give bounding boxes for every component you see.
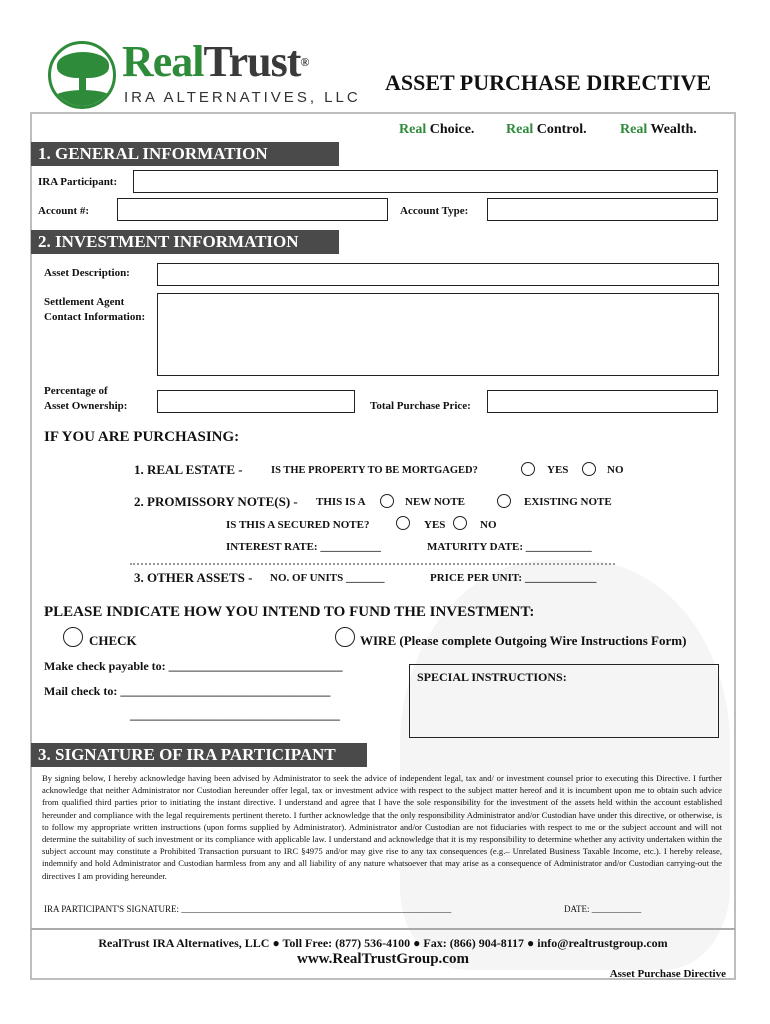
logo-tree-icon bbox=[48, 41, 116, 109]
footer-website-link[interactable]: www.RealTrustGroup.com bbox=[297, 951, 469, 967]
mortgaged-yes-radio[interactable] bbox=[521, 462, 535, 476]
account-type-field[interactable] bbox=[487, 198, 718, 221]
secured-yes-radio[interactable] bbox=[396, 516, 410, 530]
page-title: ASSET PURCHASE DIRECTIVE bbox=[385, 70, 712, 95]
tagline-wealth: Real Wealth. bbox=[620, 122, 697, 137]
interest-rate-field[interactable]: INTEREST RATE: ___________ bbox=[226, 541, 381, 553]
settlement-agent-field[interactable] bbox=[157, 293, 719, 376]
new-note-radio[interactable] bbox=[380, 494, 394, 508]
dotted-divider bbox=[130, 563, 615, 565]
section-2-heading: 2. INVESTMENT INFORMATION bbox=[31, 230, 339, 254]
section-1-heading: 1. GENERAL INFORMATION bbox=[31, 142, 339, 166]
logo-subtitle: IRA ALTERNATIVES, LLC bbox=[124, 89, 361, 106]
percentage-ownership-field[interactable] bbox=[157, 390, 355, 413]
asset-ownership-label: Asset Ownership: bbox=[44, 400, 128, 412]
mail-check-field[interactable]: Mail check to: ___________________________________ bbox=[44, 684, 331, 698]
contact-information-label: Contact Information: bbox=[44, 311, 146, 323]
mail-check-field-line2[interactable]: ___________________________________ bbox=[130, 708, 340, 722]
check-label: CHECK bbox=[89, 633, 137, 648]
other-assets-label: 3. OTHER ASSETS - bbox=[134, 570, 253, 585]
footer-contact: RealTrust IRA Alternatives, LLC ● Toll Free: (877) 536-4100 ● Fax: (866) 904-8117 ● info@realtrustgroup.com bbox=[98, 936, 668, 950]
special-instructions-label: SPECIAL INSTRUCTIONS: bbox=[417, 670, 567, 684]
section-3-heading: 3. SIGNATURE OF IRA PARTICIPANT bbox=[31, 743, 367, 767]
price-per-unit-field[interactable]: PRICE PER UNIT: _____________ bbox=[430, 572, 597, 584]
promissory-label: 2. PROMISSORY NOTE(S) - bbox=[134, 494, 298, 509]
mortgaged-no-label: NO bbox=[607, 464, 624, 476]
secured-question: IS THIS A SECURED NOTE? bbox=[226, 519, 370, 531]
asset-description-label: Asset Description: bbox=[44, 267, 130, 279]
mortgaged-yes-label: YES bbox=[547, 464, 569, 476]
total-purchase-price-label: Total Purchase Price: bbox=[370, 400, 471, 412]
ira-participant-label: IRA Participant: bbox=[38, 176, 118, 188]
logo-wordmark: RealTrust® bbox=[122, 37, 309, 86]
secured-no-label: NO bbox=[480, 519, 497, 531]
existing-note-label: EXISTING NOTE bbox=[524, 496, 612, 508]
ira-participant-field[interactable] bbox=[133, 170, 718, 193]
secured-no-radio[interactable] bbox=[453, 516, 467, 530]
existing-note-radio[interactable] bbox=[497, 494, 511, 508]
wire-radio[interactable] bbox=[335, 627, 355, 647]
asset-description-field[interactable] bbox=[157, 263, 719, 286]
mortgaged-question: IS THE PROPERTY TO BE MORTGAGED? bbox=[271, 465, 478, 476]
signature-field[interactable]: IRA PARTICIPANT'S SIGNATURE: ____________________________________________________________ bbox=[44, 904, 452, 914]
purchasing-heading: IF YOU ARE PURCHASING: bbox=[44, 429, 240, 445]
maturity-date-field[interactable]: MATURITY DATE: ____________ bbox=[427, 541, 592, 553]
real-estate-label: 1. REAL ESTATE - bbox=[134, 462, 243, 477]
tagline-choice: Real Choice. bbox=[399, 122, 475, 137]
units-field[interactable]: NO. OF UNITS _______ bbox=[270, 572, 385, 584]
legal-acknowledgement: By signing below, I hereby acknowledge having been advised by Administrator to seek the advice of independent legal, tax and/ or investment counsel prior to executing this Directive. I further acknowledge that neither Administrator nor Custodian hereunder offer legal, tax or investment advice with respect to the subject matter hereof and it is incumbent upon me to obtain such advice from qualified third parties prior to initiating the instant directive. I understand and agree that I have the sole responsibility for the investment of the assets held within the account established hereunder and compliance with the legal requirements pertinent thereto. I further acknowledge that the only responsibility Administrator and/or Custodian have under this directive, or otherwise, is to follow my appropriate written instructions (upon forms supplied by Administrator). Administrator and/or Custodian are not fiduciaries with respect to me or the subject account and will not determine the suitability of such investment or its compliance with applicable law. I understand and acknowledge that it is my responsibility to determine whether any activity undertaken within the subject account may constitute a Prohibited Transaction pursuant to IRC §4975 and/or may give rise to any tax consequences (e.g.– Unrelated Business Taxable Income, etc.). I hereby release, indemnify and hold Administrator and Custodian harmless from any and all liability of any nature whatsoever that may arise as a consequence of Administrator and/or Custodian carrying-out the directives I am providing hereunder. bbox=[42, 773, 722, 881]
account-number-field[interactable] bbox=[117, 198, 388, 221]
percentage-label: Percentage of bbox=[44, 385, 108, 397]
payable-to-field[interactable]: Make check payable to: _____________________________ bbox=[44, 659, 343, 673]
mortgaged-no-radio[interactable] bbox=[582, 462, 596, 476]
tagline-control: Real Control. bbox=[506, 122, 587, 137]
footer-divider bbox=[31, 928, 735, 930]
new-note-label: NEW NOTE bbox=[405, 496, 466, 508]
wire-label: WIRE (Please complete Outgoing Wire Instructions Form) bbox=[360, 633, 687, 648]
settlement-agent-label: Settlement Agent bbox=[44, 296, 125, 308]
this-is-a-label: THIS IS A bbox=[316, 496, 366, 508]
account-number-label: Account #: bbox=[38, 205, 90, 217]
check-radio[interactable] bbox=[63, 627, 83, 647]
secured-yes-label: YES bbox=[424, 519, 446, 531]
date-field[interactable]: DATE: ___________ bbox=[564, 904, 642, 914]
account-type-label: Account Type: bbox=[400, 205, 469, 217]
total-purchase-price-field[interactable] bbox=[487, 390, 718, 413]
footer-form-name: Asset Purchase Directive bbox=[609, 968, 726, 980]
funding-heading: PLEASE INDICATE HOW YOU INTEND TO FUND THE INVESTMENT: bbox=[44, 604, 535, 620]
